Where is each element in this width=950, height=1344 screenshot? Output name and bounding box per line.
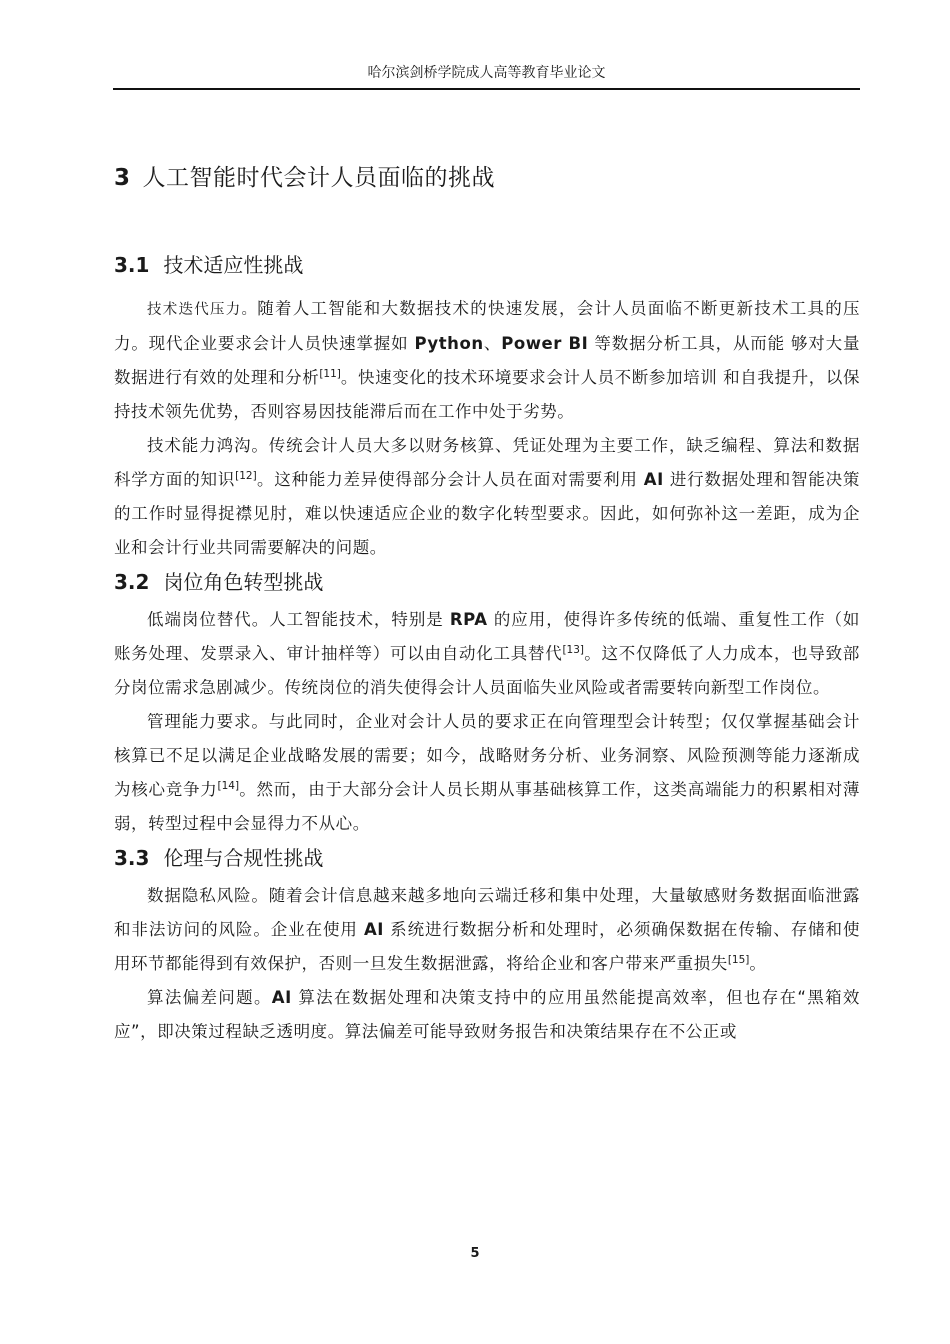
section-heading-3-3 [114,841,860,875]
paragraph-text: 技术能力鸿沟。传统会计人员大多以财务核算、凭证处理为主要工作，缺乏编程、算法和数据科学方面的知识 [114,436,860,489]
paragraph [114,705,860,841]
paragraph-text: 随着人工智能和大数据技术的快速发展，会计人员面临不断更新技术工具的压力。现代企业要求会计人员快速掌握如 [114,299,860,353]
term-ai: AI [643,470,664,489]
term-ai: AI [271,988,292,1007]
paragraph-text: 系统进行数据分析和处理时，必须确保数据在传输、存储和使用环节都能得到有效保护，否则一旦发生数据泄露，将给企业和客户带来严重损失 [114,920,860,973]
paragraph-text: 等数据分析工具，从而能 够对大量数据进行有效的处理和分析 [114,334,860,387]
paragraph [114,429,860,565]
page-number: 5 [470,1246,480,1261]
citation: [15] [727,954,750,966]
header-rule [113,88,860,90]
citation: [13] [562,644,585,656]
running-header: 哈尔滨剑桥学院成人高等教育毕业论文 [367,65,606,81]
chapter-heading [114,160,860,196]
separator: 、 [483,334,502,353]
term-python: Python [414,334,484,353]
paragraph-text: 的应用，使得许多传统的低端、重复性工作（如账务处理、发票录入、审计抽样等）可以由自动化工具替代 [114,610,860,663]
paragraph [114,603,860,705]
term-rpa: RPA [449,610,488,629]
section-number: 3.3 [114,846,150,870]
paragraph [114,879,860,981]
section-heading-3-2 [114,565,860,599]
paragraph-text: 。然而，由于大部分会计人员长期从事基础核算工作，这类高端能力的积累相对薄弱，转型过程中会显得力不从心。 [114,780,860,833]
section-number: 3.1 [114,253,150,277]
paragraph-text: 。这种能力差异使得部分会计人员在面对需要利用 [256,470,644,489]
paragraph-text: 管理能力要求。与此同时，企业对会计人员的要求正在向管理型会计转型；仅仅掌握基础会计核算已不足以满足企业战略发展的需要；如今，战略财务分析、业务洞察、风险预测等能力逐渐成为核心竞争力 [114,712,860,799]
paragraph [114,292,860,429]
chapter-number: 3 [114,165,131,191]
paragraph-text: 。 [749,954,767,973]
paragraph-text: 进行数据处理和智能决策的工作时显得捉襟见肘，难以快速适应企业的数字化转型要求。因此，如何弥补这一差距，成为企业和会计行业共同需要解决的问题。 [114,470,860,557]
term-power-bi: Power BI [501,334,589,353]
term-ai: AI [363,920,384,939]
paragraph-text: 低端岗位替代。人工智能技术，特别是 [147,610,450,629]
page-body [114,160,860,1049]
paragraph [114,981,860,1049]
paragraph-text: 数据隐私风险。随着会计信息越来越多地向云端迁移和集中处理，大量敏感财务数据面临泄露和非法访问的风险。企业在使用 [114,886,860,939]
citation: [12] [235,470,257,482]
citation: [11] [319,368,341,380]
section-title: 岗位角色转型挑战 [163,570,324,594]
paragraph-text: 。快速变化的技术环境要求会计人员不断参加培训 和自我提升，以保持技术领先优势，否则容易因技能滞后而在工作中处于劣势。 [114,368,860,421]
section-title: 伦理与合规性挑战 [163,846,324,870]
paragraph-text: 算法偏差问题。 [147,988,272,1007]
section-title: 技术适应性挑战 [163,253,304,277]
paragraph-lead: 技术迭代压力。 [147,302,258,318]
section-number: 3.2 [114,570,150,594]
section-heading-3-1 [114,248,860,282]
chapter-title: 人工智能时代会计人员面临的挑战 [142,165,496,191]
citation: [14] [217,780,240,792]
paragraph-text: 算法在数据处理和决策支持中的应用虽然能提高效率，但也存在“黑箱效应”，即决策过程缺乏透明度。算法偏差可能导致财务报告和决策结果存在不公正或 [114,988,860,1041]
paragraph-text: 。这不仅降低了人力成本，也导致部分岗位需求急剧减少。传统岗位的消失使得会计人员面临失业风险或者需要转向新型工作岗位。 [114,644,860,697]
